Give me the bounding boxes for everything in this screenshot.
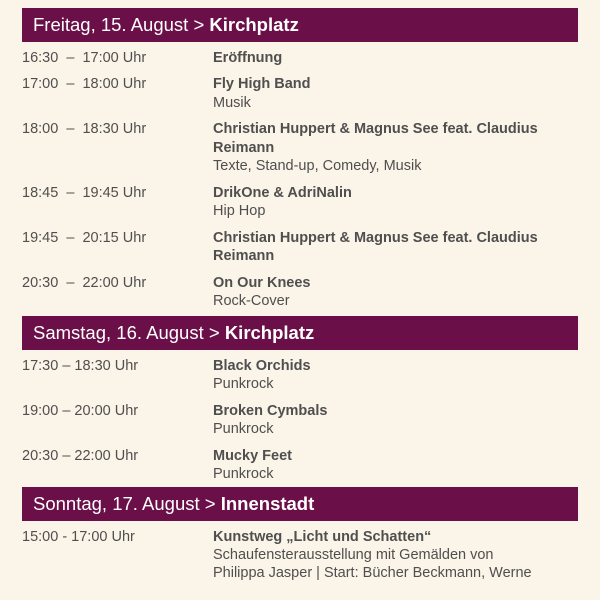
event-time: 17:00 – 18:00 Uhr	[22, 76, 147, 93]
event-list	[22, 42, 578, 310]
event-title: Eröffnung	[213, 49, 283, 66]
event-row	[22, 447, 578, 483]
event-subtitle: Rock-Cover	[213, 292, 290, 309]
event-title: Kunstweg „Licht und Schatten“	[213, 528, 432, 545]
event-info	[213, 402, 553, 438]
event-info	[213, 229, 553, 265]
event-info	[213, 447, 553, 483]
event-time: 19:45 – 20:15 Uhr	[22, 229, 147, 246]
event-row	[22, 274, 578, 310]
separator: >	[193, 14, 205, 35]
event-subtitle: Punkrock	[213, 420, 274, 437]
event-title: Black Orchids	[213, 357, 311, 374]
day-header	[22, 487, 578, 521]
event-list	[22, 350, 578, 483]
event-subtitle: Punkrock	[213, 465, 274, 482]
event-time: 20:30 – 22:00 Uhr	[22, 274, 147, 291]
event-row	[22, 184, 578, 220]
event-title: Christian Huppert & Magnus See feat. Claudius Reimann	[213, 229, 538, 264]
event-subtitle: Punkrock	[213, 375, 274, 392]
event-info	[213, 120, 553, 175]
event-info	[213, 184, 553, 220]
event-info	[213, 75, 553, 111]
day-label: Freitag, 15. August	[33, 14, 189, 35]
location-label: Innenstadt	[220, 493, 315, 514]
event-subtitle: Schaufensterausstellung mit Gemälden von Philippa Jasper | Start: Bücher Beckmann, Werne	[213, 546, 532, 581]
event-title: On Our Knees	[213, 274, 311, 291]
event-subtitle: Texte, Stand-up, Comedy, Musik	[213, 157, 422, 174]
event-info	[213, 49, 553, 67]
event-time: 16:30 – 17:00 Uhr	[22, 49, 147, 66]
event-title: DrikOne & AdriNalin	[213, 184, 352, 201]
event-title: Christian Huppert & Magnus See feat. Claudius Reimann	[213, 121, 538, 156]
event-title: Broken Cymbals	[213, 402, 328, 419]
day-label: Samstag, 16. August	[33, 322, 204, 343]
event-info	[213, 274, 553, 310]
event-title: Fly High Band	[213, 76, 311, 93]
event-time: 17:30 – 18:30 Uhr	[22, 357, 139, 374]
event-time: 18:45 – 19:45 Uhr	[22, 184, 147, 201]
event-row	[22, 75, 578, 111]
day-label: Sonntag, 17. August	[33, 493, 200, 514]
location-label: Kirchplatz	[224, 322, 315, 343]
event-time: 15:00 - 17:00 Uhr	[22, 528, 135, 545]
event-row	[22, 120, 578, 175]
day-section-friday	[22, 8, 578, 310]
location-label: Kirchplatz	[209, 14, 299, 35]
day-section-saturday	[22, 316, 578, 483]
event-row	[22, 528, 578, 583]
event-title: Mucky Feet	[213, 447, 292, 464]
separator: >	[204, 493, 216, 514]
event-row	[22, 402, 578, 438]
event-subtitle: Musik	[213, 94, 251, 111]
event-info	[213, 528, 553, 583]
event-row	[22, 49, 578, 67]
event-row	[22, 357, 578, 393]
day-header	[22, 316, 578, 350]
event-list	[22, 521, 578, 582]
event-time: 20:30 – 22:00 Uhr	[22, 447, 139, 464]
day-section-sunday	[22, 487, 578, 582]
event-info	[213, 357, 553, 393]
separator: >	[208, 322, 220, 343]
event-subtitle: Hip Hop	[213, 202, 266, 219]
event-time: 19:00 – 20:00 Uhr	[22, 402, 139, 419]
event-row	[22, 229, 578, 265]
day-header	[22, 8, 578, 42]
event-time: 18:00 – 18:30 Uhr	[22, 121, 147, 138]
